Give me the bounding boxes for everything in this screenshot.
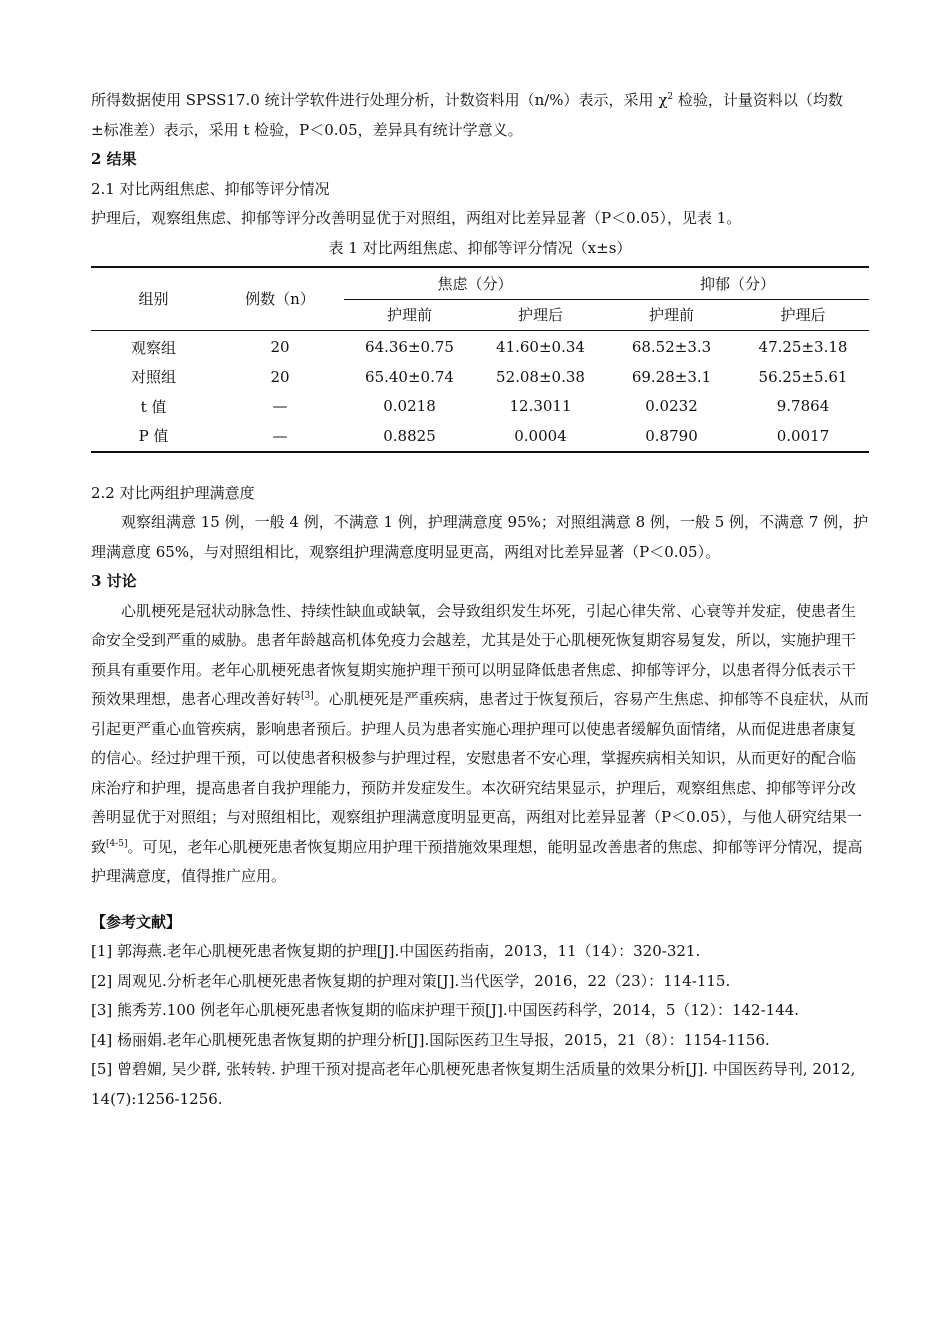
reference-item: [4] 杨丽娟.老年心肌梗死患者恢复期的护理分析[J].国际医药卫生导报，2015，21（8）：1154-1156. [91, 1030, 770, 1049]
discussion-text-1: 心肌梗死是冠状动脉急性、持续性缺血或缺氧，会导致组织发生坏死，引起心律失常、心衰等并发症，使患者生命安全受到严重的威胁。患者年龄越高机体免疫力会越差，尤其是处于心肌梗死恢复期容易复发，所以，实施护理干预具有重要作用。老年心肌梗死患者恢复期实施护理干预可以明显降低患者焦虑、抑郁等评分，以患者得分低表示干预效果理想，患者心理改善好转 [91, 601, 857, 708]
cell-depression-before: 0.8790 [606, 421, 737, 452]
methods-text-2: 检验，计量资料以（均数±标准差）表示，采用 t 检验，P＜0.05，差异具有统计学意义。 [91, 91, 843, 139]
header-anxiety-after: 护理后 [475, 299, 606, 330]
table-caption: 表 1 对比两组焦虑、抑郁等评分情况（x±s） [328, 238, 632, 257]
cell-anxiety-after: 12.3011 [509, 397, 572, 416]
citation-4-5: [4-5] [106, 838, 128, 849]
row-label: 观察组 [130, 338, 176, 357]
results-table [91, 266, 869, 453]
reference-item: [5] 曾碧媚, 吴少群, 张转转. 护理干预对提高老年心肌梗死患者恢复期生活质量的效果分析[J]. 中国医药导刊, 2012, 14(7):1256-1256. [91, 1060, 856, 1108]
table-row [91, 392, 869, 422]
header-group: 组别 [91, 267, 216, 331]
header-depression-before: 护理前 [606, 299, 737, 330]
table-row [91, 362, 869, 392]
row-label: t 值 [140, 397, 167, 416]
reference-item: [1] 郭海燕.老年心肌梗死患者恢复期的护理[J].中国医药指南，2013，11（14）：320-321. [91, 942, 701, 960]
cell-depression-after: 56.25±5.61 [758, 367, 848, 386]
paper-page [91, 86, 869, 1114]
table-row [91, 421, 869, 452]
discussion-text-3: 。可见，老年心肌梗死患者恢复期应用护理干预措施效果理想，能明显改善患者的焦虑、抑郁等评分情况，提高护理满意度，值得推广应用。 [91, 837, 863, 885]
reference-item: [3] 熊秀芳.100 例老年心肌梗死患者恢复期的临床护理干预[J].中国医药科学，2014，5（12）：142-144. [91, 1001, 800, 1019]
results-paragraph-2: 观察组满意 15 例，一般 4 例，不满意 1 例，护理满意度 95%；对照组满意 8 例，一般 5 例，不满意 7 例，护理满意度 65%，与对照组相比，观察组护理满意度明显更高，两组对比差异显著（P＜0.05）。 [91, 513, 869, 561]
cell-n: — [216, 421, 344, 452]
header-anxiety-before: 护理前 [344, 299, 475, 330]
discussion-paragraph [91, 597, 869, 892]
results-subheading-1: 2.1 对比两组焦虑、抑郁等评分情况 [91, 179, 330, 198]
cell-n: — [272, 397, 288, 416]
citation-3: [3] [301, 691, 314, 701]
results-heading: 2 结果 [91, 150, 137, 168]
cell-depression-after: 47.25±3.18 [758, 338, 848, 357]
methods-paragraph [91, 86, 869, 145]
cell-n: 20 [270, 367, 290, 386]
cell-depression-before: 68.52±3.3 [631, 338, 712, 357]
results-subheading-2: 2.2 对比两组护理满意度 [91, 483, 255, 502]
cell-anxiety-after: 41.60±0.34 [496, 338, 585, 357]
discussion-heading: 3 讨论 [91, 572, 137, 590]
cell-anxiety-before: 64.36±0.75 [365, 338, 454, 357]
cell-depression-after: 0.0017 [737, 421, 869, 452]
row-label: 对照组 [130, 368, 176, 387]
table-row [91, 330, 869, 362]
header-depression-after: 护理后 [737, 299, 869, 330]
cell-anxiety-before: 0.8825 [344, 421, 475, 452]
header-count: 例数（n） [216, 267, 344, 331]
cell-anxiety-before: 65.40±0.74 [365, 367, 454, 386]
references-heading: 【参考文献】 [91, 912, 182, 931]
methods-text-1: 所得数据使用 SPSS17.0 统计学软件进行处理分析，计数资料用（n/%）表示，采用 χ [91, 91, 668, 109]
chi-square-superscript: 2 [667, 92, 674, 102]
cell-depression-after: 9.7864 [776, 397, 830, 416]
discussion-text-2: 。心肌梗死是严重疾病，患者过于恢复预后，容易产生焦虑、抑郁等不良症状，从而引起更严重心血管疾病，影响患者预后。护理人员为患者实施心理护理可以使患者缓解负面情绪，从而促进患者康复的信心。经过护理干预，可以使患者积极参与护理过程，安慰患者不安心理，掌握疾病相关知识，从而更好的配合临床治疗和护理，提高患者自我护理能力，预防并发症发生。本次研究结果显示，护理后，观察组焦虑、抑郁等评分改善明显优于对照组；与对照组相比，观察组护理满意度明显更高，两组对比差异显著（P＜0.05），与他人研究结果一致 [91, 690, 869, 856]
cell-anxiety-after: 0.0004 [475, 421, 606, 452]
results-paragraph-1: 护理后，观察组焦虑、抑郁等评分改善明显优于对照组，两组对比差异显著（P＜0.05），见表 1。 [91, 209, 742, 227]
reference-item: [2] 周观见.分析老年心肌梗死患者恢复期的护理对策[J].当代医学，2016，22（23）：114-115. [91, 971, 731, 990]
header-depression: 抑郁（分） [606, 267, 869, 300]
cell-anxiety-before: 0.0218 [383, 397, 436, 416]
cell-n: 20 [270, 338, 290, 357]
row-label: P 值 [91, 421, 216, 452]
cell-depression-before: 0.0232 [645, 397, 698, 416]
header-anxiety: 焦虑（分） [344, 267, 606, 300]
cell-depression-before: 69.28±3.1 [631, 367, 712, 386]
cell-anxiety-after: 52.08±0.38 [496, 367, 585, 386]
